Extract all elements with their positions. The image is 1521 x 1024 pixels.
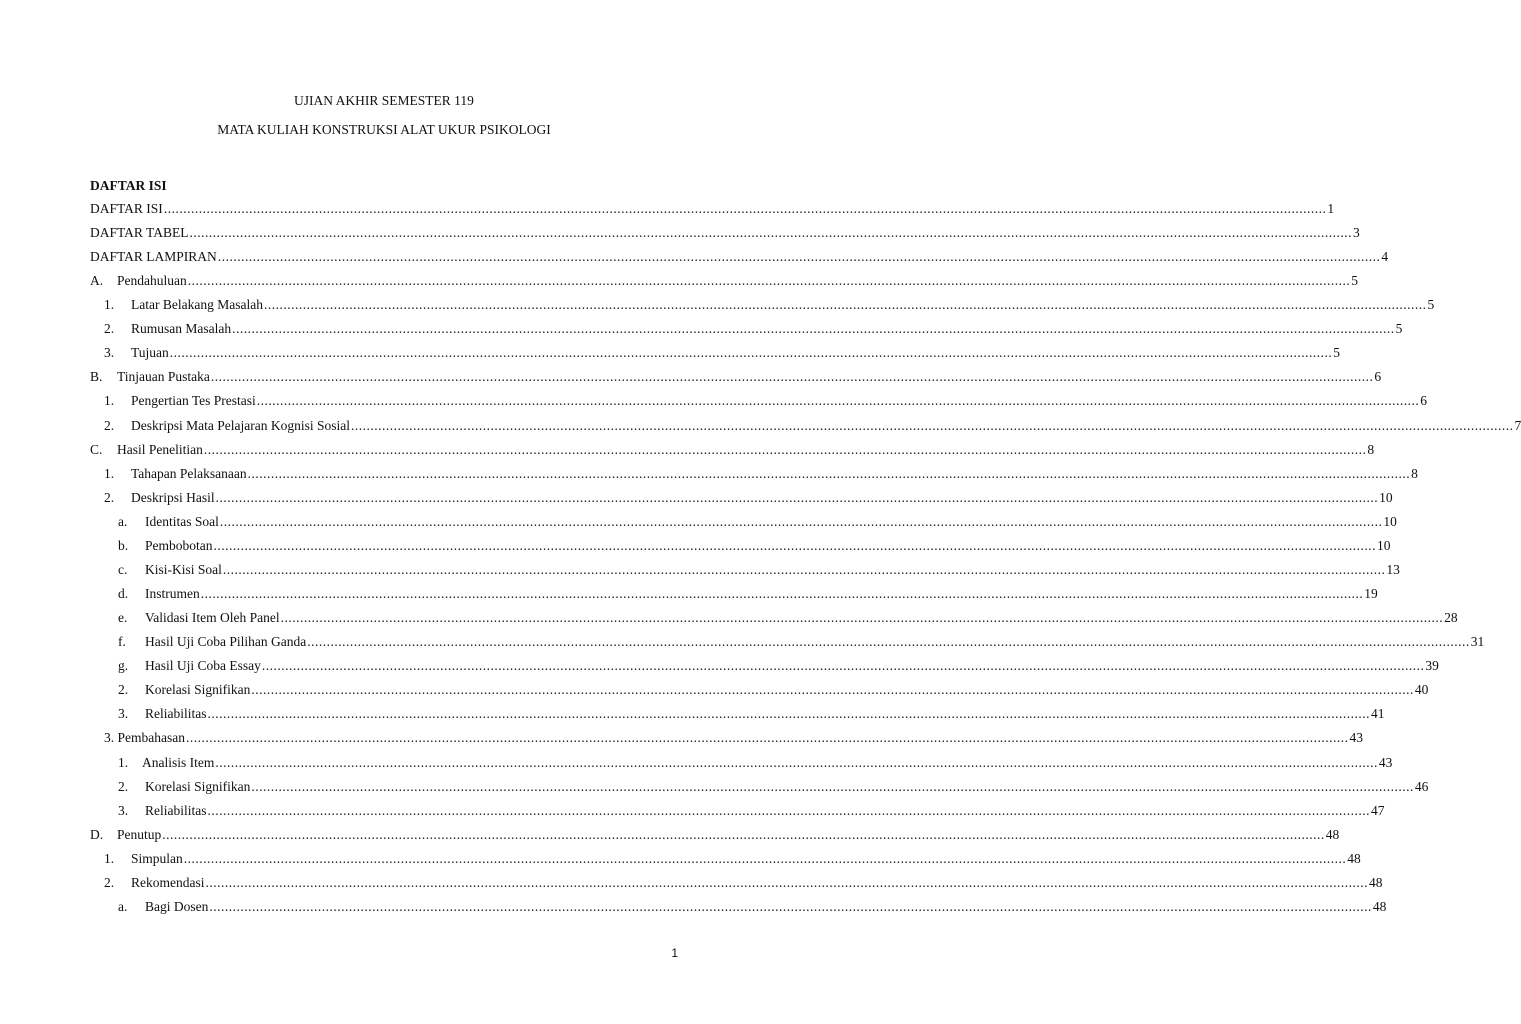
toc-entry-number: 1.: [104, 466, 115, 481]
toc-entry[interactable]: [90, 369, 1382, 385]
toc-entry-page: 5: [1333, 345, 1341, 360]
toc-entry-label: Kisi-Kisi Soal: [145, 562, 222, 577]
toc-dot-leader: ............................................................................................................................................................................................................................................................................................................: [307, 634, 1470, 649]
toc-entry[interactable]: [104, 345, 1341, 361]
toc-entry-page: 7: [1514, 418, 1521, 433]
toc-entry-page: 48: [1369, 875, 1383, 890]
toc-entry-page: 41: [1371, 706, 1385, 721]
toc-dot-leader: ............................................................................................................................................................................................................................................................................................................: [169, 345, 1333, 360]
toc-entry-number: g.: [118, 658, 129, 673]
toc-entry-number: 1.: [104, 297, 115, 312]
toc-entry-number: 1.: [104, 851, 115, 866]
toc-entry[interactable]: [90, 249, 1389, 265]
toc-entry[interactable]: [118, 634, 1485, 650]
toc-entry-label: Reliabilitas: [145, 706, 207, 721]
toc-entry-number: B.: [90, 369, 103, 384]
toc-dot-leader: ............................................................................................................................................................................................................................................................................................................: [261, 658, 1425, 673]
toc-entry-number: 2.: [118, 779, 129, 794]
toc-entry[interactable]: [118, 658, 1439, 674]
toc-entry-number: f.: [118, 634, 126, 649]
toc-entry-label: Deskripsi Mata Pelajaran Kognisi Sosial: [131, 418, 350, 433]
toc-entry[interactable]: [90, 201, 1335, 217]
toc-entry-page: 8: [1367, 442, 1375, 457]
toc-dot-leader: ............................................................................................................................................................................................................................................................................................................: [247, 466, 1411, 481]
toc-entry-number: D.: [90, 827, 104, 842]
toc-heading: DAFTAR ISI: [90, 178, 167, 193]
toc-entry-label: Hasil Uji Coba Pilihan Ganda: [145, 634, 307, 649]
toc-dot-leader: ............................................................................................................................................................................................................................................................................................................: [209, 899, 1372, 914]
toc-entry-label: DAFTAR ISI: [90, 201, 163, 216]
toc-entry-page: 10: [1377, 538, 1391, 553]
toc-entry-number: 3.: [104, 345, 115, 360]
toc-entry-label: Pendahuluan: [117, 273, 187, 288]
toc-entry[interactable]: [118, 610, 1458, 626]
toc-entry-number: C.: [90, 442, 103, 457]
toc-dot-leader: ............................................................................................................................................................................................................................................................................................................: [215, 490, 1379, 505]
toc-entry[interactable]: [118, 803, 1385, 819]
toc-entry[interactable]: [104, 490, 1393, 506]
toc-entry-page: 5: [1395, 321, 1403, 336]
toc-entry-number: 3.: [118, 803, 129, 818]
toc-entry-label: DAFTAR TABEL: [90, 225, 189, 240]
toc-entry-label: Bagi Dosen: [145, 899, 209, 914]
toc-entry-label: Instrumen: [145, 586, 200, 601]
toc-dot-leader: ............................................................................................................................................................................................................................................................................................................: [222, 562, 1386, 577]
toc-entry[interactable]: [118, 779, 1429, 795]
toc-entry[interactable]: [90, 225, 1360, 241]
toc-entry-page: 19: [1364, 586, 1378, 601]
toc-entry-page: 31: [1470, 634, 1485, 649]
toc-entry-number: 1.: [118, 755, 129, 770]
toc-entry-page: 3: [1352, 225, 1360, 240]
toc-entry-number: b.: [118, 538, 129, 553]
toc-entry-label: Tujuan: [131, 345, 169, 360]
toc-entry-label: Korelasi Signifikan: [145, 779, 251, 794]
toc-entry-page: 43: [1378, 755, 1393, 770]
toc-entry-page: 10: [1379, 490, 1393, 505]
toc-dot-leader: ............................................................................................................................................................................................................................................................................................................: [203, 442, 1367, 457]
toc-entry-label: Penutup: [117, 827, 162, 842]
toc-entry-page: 39: [1425, 658, 1439, 673]
toc-entry-page: 13: [1386, 562, 1400, 577]
toc-dot-leader: ............................................................................................................................................................................................................................................................................................................: [251, 779, 1414, 794]
toc-entry-page: 10: [1383, 514, 1397, 529]
toc-entry-label: Hasil Penelitian: [117, 442, 203, 457]
toc-entry-page: 48: [1347, 851, 1361, 866]
toc-entry-number: 2.: [118, 682, 129, 697]
toc-entry-number: a.: [118, 899, 128, 914]
toc-entry-page: 5: [1427, 297, 1435, 312]
toc-entry[interactable]: [118, 755, 1393, 771]
toc-entry[interactable]: [118, 706, 1385, 722]
toc-entry[interactable]: [104, 875, 1383, 891]
toc-entry-label: Latar Belakang Masalah: [131, 297, 263, 312]
toc-entry[interactable]: [118, 538, 1391, 554]
toc-entry-page: 40: [1414, 682, 1429, 697]
toc-entry-label: Rumusan Masalah: [131, 321, 232, 336]
course-title: MATA KULIAH KONSTRUKSI ALAT UKUR PSIKOLOGI: [217, 122, 551, 137]
toc-entry-number: a.: [118, 514, 128, 529]
toc-entry[interactable]: [104, 851, 1361, 867]
toc-entry-page: 48: [1325, 827, 1340, 842]
toc-entry-number: 2.: [104, 418, 115, 433]
toc-entry[interactable]: [104, 418, 1521, 434]
toc-dot-leader: ............................................................................................................................................................................................................................................................................................................: [163, 201, 1327, 216]
toc-entry[interactable]: [90, 827, 1340, 843]
toc-entry-number: 1.: [104, 393, 115, 408]
toc-dot-leader: ............................................................................................................................................................................................................................................................................................................: [215, 755, 1378, 770]
toc-entry[interactable]: [118, 586, 1378, 602]
toc-entry-number: d.: [118, 586, 129, 601]
toc-entry-page: 5: [1351, 273, 1358, 288]
toc-entry[interactable]: [118, 682, 1429, 698]
toc-dot-leader: ............................................................................................................................................................................................................................................................................................................: [217, 249, 1381, 264]
toc-entry-number: e.: [118, 610, 128, 625]
toc-dot-leader: ............................................................................................................................................................................................................................................................................................................: [210, 369, 1374, 384]
toc-entry[interactable]: [118, 562, 1400, 578]
toc-dot-leader: ............................................................................................................................................................................................................................................................................................................: [350, 418, 1514, 433]
toc-entry-label: Validasi Item Oleh Panel: [145, 610, 280, 625]
toc-dot-leader: ............................................................................................................................................................................................................................................................................................................: [232, 321, 1395, 336]
toc-entry[interactable]: [104, 297, 1435, 313]
toc-dot-leader: ............................................................................................................................................................................................................................................................................................................: [263, 297, 1427, 312]
toc-dot-leader: ............................................................................................................................................................................................................................................................................................................: [187, 273, 1351, 288]
toc-entry-label: Reliabilitas: [145, 803, 207, 818]
toc-entry-number: 2.: [104, 321, 115, 336]
page-number: 1: [671, 946, 678, 960]
toc-entry[interactable]: [118, 514, 1397, 530]
toc-entry-number: 2.: [104, 490, 115, 505]
toc-entry-label: Korelasi Signifikan: [145, 682, 251, 697]
toc-entry-page: 28: [1444, 610, 1458, 625]
toc-entry-page: 6: [1374, 369, 1382, 384]
toc-entry-number: c.: [118, 562, 128, 577]
toc-entry-page: 48: [1372, 899, 1387, 914]
toc-entry-page: 47: [1371, 803, 1385, 818]
toc-entry-label: Tahapan Pelaksanaan: [131, 466, 247, 481]
toc-entry-number: 3.: [118, 706, 129, 721]
toc-entry-label: 3. Pembahasan: [104, 730, 185, 745]
toc-entry-page: 43: [1349, 730, 1363, 745]
toc-entry[interactable]: [90, 442, 1375, 458]
toc-entry[interactable]: [104, 730, 1363, 746]
toc-dot-leader: ............................................................................................................................................................................................................................................................................................................: [280, 610, 1444, 625]
toc-entry-label: Analisis Item: [142, 755, 215, 770]
toc-entry[interactable]: [118, 899, 1387, 915]
toc-entry-label: Pengertian Tes Prestasi: [131, 393, 256, 408]
toc-dot-leader: ............................................................................................................................................................................................................................................................................................................: [189, 225, 1352, 240]
toc-dot-leader: ............................................................................................................................................................................................................................................................................................................: [207, 706, 1370, 721]
toc-dot-leader: ............................................................................................................................................................................................................................................................................................................: [213, 538, 1376, 553]
toc-dot-leader: ............................................................................................................................................................................................................................................................................................................: [183, 851, 1347, 866]
toc-dot-leader: ............................................................................................................................................................................................................................................................................................................: [205, 875, 1368, 890]
toc-entry-label: Pembobotan: [145, 538, 213, 553]
toc-entry-label: Hasil Uji Coba Essay: [145, 658, 261, 673]
toc-entry-page: 1: [1327, 201, 1335, 216]
toc-dot-leader: ............................................................................................................................................................................................................................................................................................................: [185, 730, 1349, 745]
toc-entry-page: 6: [1420, 393, 1428, 408]
exam-title: UJIAN AKHIR SEMESTER 119: [294, 93, 474, 108]
toc-entry-label: Tinjauan Pustaka: [117, 369, 210, 384]
toc-entry[interactable]: [104, 393, 1428, 409]
toc-entry[interactable]: [90, 273, 1358, 289]
toc-entry[interactable]: [104, 466, 1418, 482]
toc-entry-page: 8: [1411, 466, 1418, 481]
toc-dot-leader: ............................................................................................................................................................................................................................................................................................................: [251, 682, 1414, 697]
toc-dot-leader: ............................................................................................................................................................................................................................................................................................................: [162, 827, 1325, 842]
toc-dot-leader: ............................................................................................................................................................................................................................................................................................................: [207, 803, 1370, 818]
toc-entry-label: Simpulan: [131, 851, 183, 866]
toc-entry-label: Deskripsi Hasil: [131, 490, 215, 505]
toc-entry-number: A.: [90, 273, 104, 288]
toc-entry-number: 2.: [104, 875, 115, 890]
toc-dot-leader: ............................................................................................................................................................................................................................................................................................................: [219, 514, 1383, 529]
toc-entry-label: Rekomendasi: [131, 875, 205, 890]
toc-entry[interactable]: [104, 321, 1403, 337]
toc-entry-page: 4: [1381, 249, 1389, 264]
toc-entry-page: 46: [1414, 779, 1429, 794]
toc-dot-leader: ............................................................................................................................................................................................................................................................................................................: [200, 586, 1364, 601]
toc-dot-leader: ............................................................................................................................................................................................................................................................................................................: [256, 393, 1420, 408]
toc-entry-label: DAFTAR LAMPIRAN: [90, 249, 217, 264]
toc-entry-label: Identitas Soal: [145, 514, 219, 529]
